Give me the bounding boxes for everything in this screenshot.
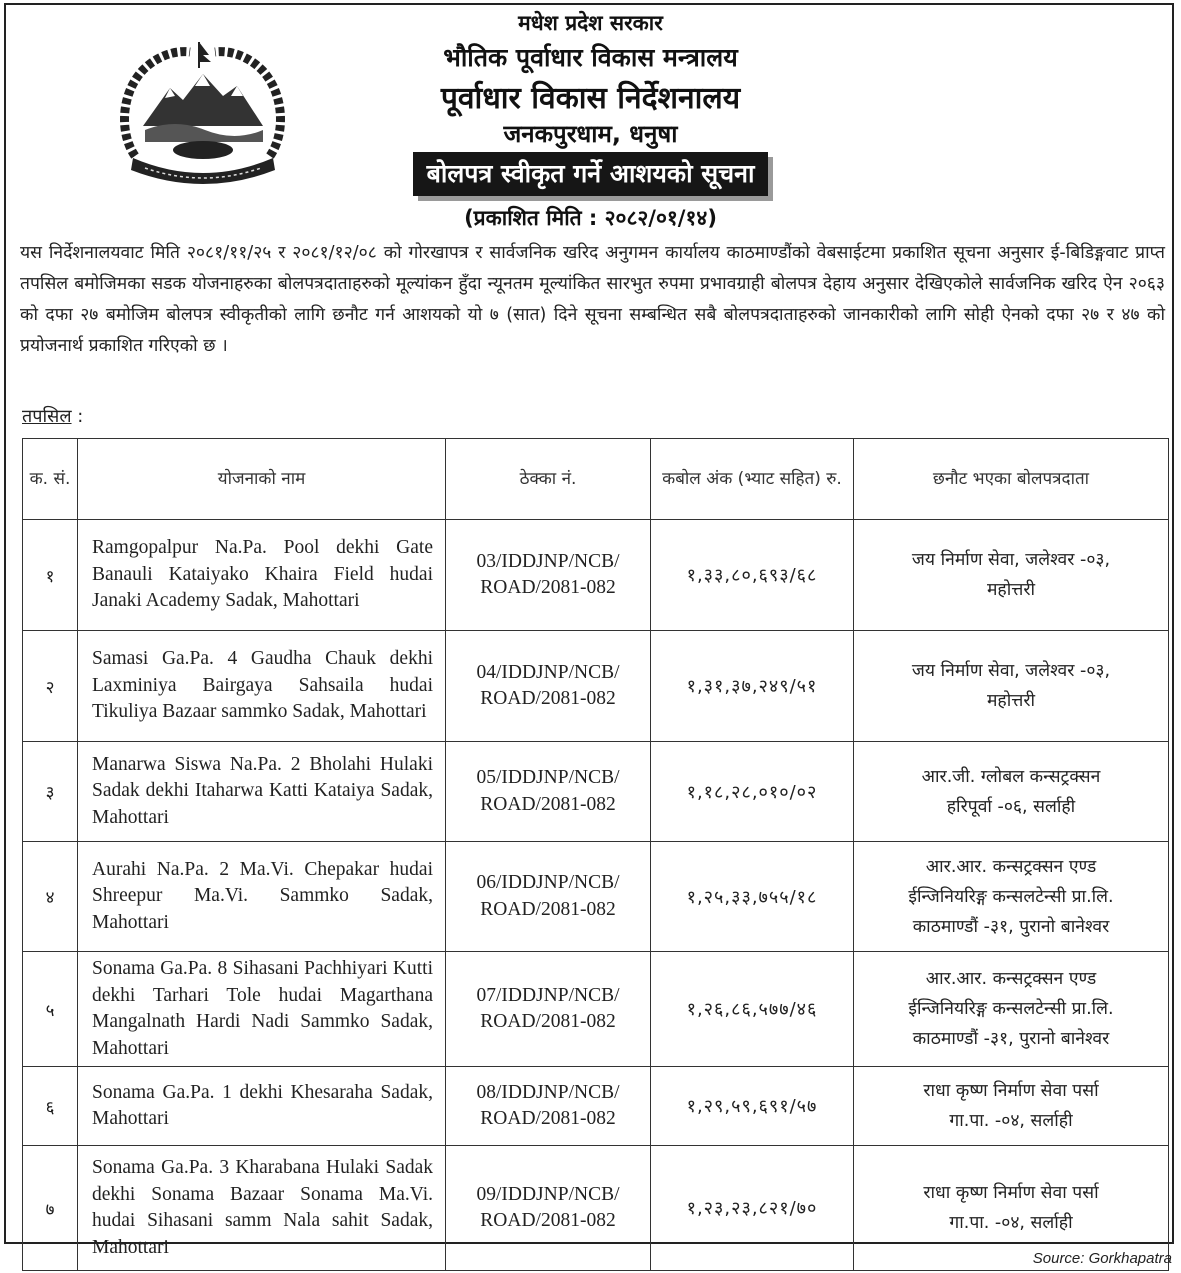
bidder-line: महोत्तरी (986, 580, 1036, 600)
contract-line-2: ROAD/2081-082 (480, 1210, 616, 1231)
bidder-line: काठमाण्डौं -३१, पुरानो बानेश्वर (912, 916, 1110, 937)
row-sn: १ (23, 520, 78, 631)
table-row (23, 1067, 1169, 1146)
bidder-line: ईन्जिनियरिङ्ग कन्सलटेन्सी प्रा.लि. (908, 999, 1114, 1019)
table-row (23, 1146, 1169, 1271)
bidder-line: जय निर्माण सेवा, जलेश्वर -०३, (911, 550, 1111, 570)
header-project-name: योजनाको नाम (78, 439, 446, 520)
province-name: मधेश प्रदेश सरकार (518, 11, 663, 35)
contract-line-2: ROAD/2081-082 (480, 1108, 616, 1129)
tapasil-colon: : (77, 406, 84, 427)
header-sn: क. सं. (23, 439, 78, 520)
title-banner-wrap (0, 152, 1181, 196)
notice-title: बोलपत्र स्वीकृत गर्ने आशयको सूचना (413, 152, 769, 196)
table-row (23, 742, 1169, 842)
row-contract-no (446, 520, 651, 631)
row-contract-no (446, 952, 651, 1067)
bidder-line: आर.आर. कन्सट्रक्सन एण्ड (925, 856, 1097, 877)
header-selected-bidder: छनौट भएका बोलपत्रदाता (854, 439, 1169, 520)
row-contract-no (446, 842, 651, 952)
contract-line-1: 06/IDDJNP/NCB/ (476, 872, 620, 893)
contract-line-1: 09/IDDJNP/NCB/ (476, 1183, 620, 1205)
tapasil-label: तपसिल (22, 406, 72, 427)
header-contract-no: ठेक्का नं. (446, 439, 651, 520)
contract-line-2: ROAD/2081-082 (480, 1011, 616, 1032)
row-contract-no (446, 742, 651, 842)
contract-line-1: 03/IDDJNP/NCB/ (476, 550, 620, 572)
directorate-name: पूर्वाधार विकास निर्देशनालय (440, 81, 741, 116)
row-project-name: Sonama Ga.Pa. 3 Kharabana Hulaki Sadak dekhi Sonama Bazaar Sonama Ma.Vi. hudai Sihasani samm Nala sahit Sadak, Mahottari (78, 1146, 446, 1271)
row-project-name: Ramgopalpur Na.Pa. Pool dekhi Gate Banauli Kataiyako Khaira Field hudai Janaki Academy Sadak, Mahottari (78, 520, 446, 631)
location: जनकपुरधाम, धनुषा (503, 120, 678, 148)
bidder-line: काठमाण्डौं -३१, पुरानो बानेश्वर (912, 1029, 1110, 1049)
row-sn: ४ (23, 842, 78, 952)
row-project-name: Manarwa Siswa Na.Pa. 2 Bholahi Hulaki Sadak dekhi Itaharwa Katti Kataiya Sadak, Mahottari (78, 742, 446, 842)
table-row (23, 520, 1169, 631)
contract-line-1: 08/IDDJNP/NCB/ (476, 1081, 620, 1103)
bidder-line: राधा कृष्ण निर्माण सेवा पर्सा (923, 1081, 1099, 1101)
row-sn: ५ (23, 952, 78, 1067)
bidder-line: हरिपूर्वा -०६, सर्लाही (946, 796, 1076, 817)
bidder-line: महोत्तरी (986, 691, 1036, 711)
row-bid-amount: १,२३,२३,८२१/७० (651, 1146, 854, 1271)
contract-line-1: 05/IDDJNP/NCB/ (476, 767, 620, 788)
row-sn: ७ (23, 1146, 78, 1271)
source-credit: Source: Gorkhapatra (1032, 1250, 1172, 1267)
row-bid-amount: १,१८,२८,०१०/०२ (651, 742, 854, 842)
row-project-name: Sonama Ga.Pa. 1 dekhi Khesaraha Sadak, Mahottari (78, 1067, 446, 1146)
table-row (23, 631, 1169, 742)
bidder-line: राधा कृष्ण निर्माण सेवा पर्सा (923, 1183, 1099, 1203)
row-contract-no (446, 1067, 651, 1146)
bidder-line: आर.जी. ग्लोबल कन्सट्रक्सन (921, 766, 1101, 787)
tapasil-heading (22, 404, 83, 428)
bidder-line: गा.पा. -०४, सर्लाही (949, 1111, 1073, 1131)
row-contract-no (446, 1146, 651, 1271)
bidder-line: गा.पा. -०४, सर्लाही (949, 1213, 1073, 1233)
contract-line-2: ROAD/2081-082 (480, 793, 616, 815)
row-selected-bidder (854, 1067, 1169, 1146)
row-bid-amount: १,२६,८६,५७७/४६ (651, 952, 854, 1067)
bidder-line: आर.आर. कन्सट्रक्सन एण्ड (925, 969, 1097, 989)
contract-line-2: ROAD/2081-082 (480, 577, 616, 598)
notice-body: यस निर्देशनालयवाट मिति २०८१/११/२५ र २०८१/१२/०८ को गोरखापत्र र सार्वजनिक खरिद अनुगमन कार्यालय काठमाण्डौंको वेबसाईटमा प्रकाशित सूचना अनुसार ई-बिडिङ्गवाट प्राप्त तपसिल बमोजिमका सडक योजनाहरुका बोलपत्रदाताहरुको मूल्यांकन हुँदा न्यूनतम मूल्यांकित सारभुत रुपमा प्रभावग्राही बोलपत्र देहाय अनुसार देखिएकोले सार्वजनिक खरिद ऐन २०६३ को दफा २७ बमोजिम बोलपत्र स्वीकृतीको लागि छनौट गर्न आशयको यो ७ (सात) दिने सूचना सम्बन्धित सबै बोलपत्रदाताहरुको जानकारीको लागि सोही ऐनको दफा २७ र ४७ को प्रयोजनार्थ प्रकाशित गरिएको छ । (20, 243, 1165, 356)
award-table (22, 438, 1169, 1271)
published-date: (प्रकाशित मिति : २०८२/०१/१४) (464, 206, 717, 230)
row-bid-amount: १,२९,५९,६९१/५७ (651, 1067, 854, 1146)
row-bid-amount: १,३१,३७,२४९/५१ (651, 631, 854, 742)
table-row (23, 952, 1169, 1067)
ministry-name: भौतिक पूर्वाधार विकास मन्त्रालय (443, 43, 738, 72)
contract-line-1: 04/IDDJNP/NCB/ (476, 661, 620, 683)
row-selected-bidder (854, 520, 1169, 631)
row-selected-bidder (854, 952, 1169, 1067)
header-bid-amount: कबोल अंक (भ्याट सहित) रु. (651, 439, 854, 520)
row-contract-no (446, 631, 651, 742)
row-sn: ३ (23, 742, 78, 842)
row-sn: ६ (23, 1067, 78, 1146)
contract-line-2: ROAD/2081-082 (480, 688, 616, 709)
bidder-line: ईन्जिनियरिङ्ग कन्सलटेन्सी प्रा.लि. (908, 886, 1114, 907)
row-sn: २ (23, 631, 78, 742)
contract-line-2: ROAD/2081-082 (480, 898, 616, 920)
row-bid-amount: १,२५,३३,७५५/१८ (651, 842, 854, 952)
row-selected-bidder (854, 742, 1169, 842)
contract-line-1: 07/IDDJNP/NCB/ (476, 984, 620, 1006)
table-row (23, 842, 1169, 952)
bidder-line: जय निर्माण सेवा, जलेश्वर -०३, (911, 661, 1111, 681)
row-selected-bidder (854, 842, 1169, 952)
row-project-name: Samasi Ga.Pa. 4 Gaudha Chauk dekhi Laxminiya Bairgaya Sahsaila hudai Tikuliya Bazaar sammko Sadak, Mahottari (78, 631, 446, 742)
table-header-row (23, 439, 1169, 520)
row-selected-bidder (854, 631, 1169, 742)
row-bid-amount: १,३३,८०,६९३/६८ (651, 520, 854, 631)
row-project-name: Aurahi Na.Pa. 2 Ma.Vi. Chepakar hudai Shreepur Ma.Vi. Sammko Sadak, Mahottari (78, 842, 446, 952)
row-project-name: Sonama Ga.Pa. 8 Sihasani Pachhiyari Kutti dekhi Tarhari Tole hudai Magarthana Mangalnath Hardi Nadi Sammko Sadak, Mahottari (78, 952, 446, 1067)
